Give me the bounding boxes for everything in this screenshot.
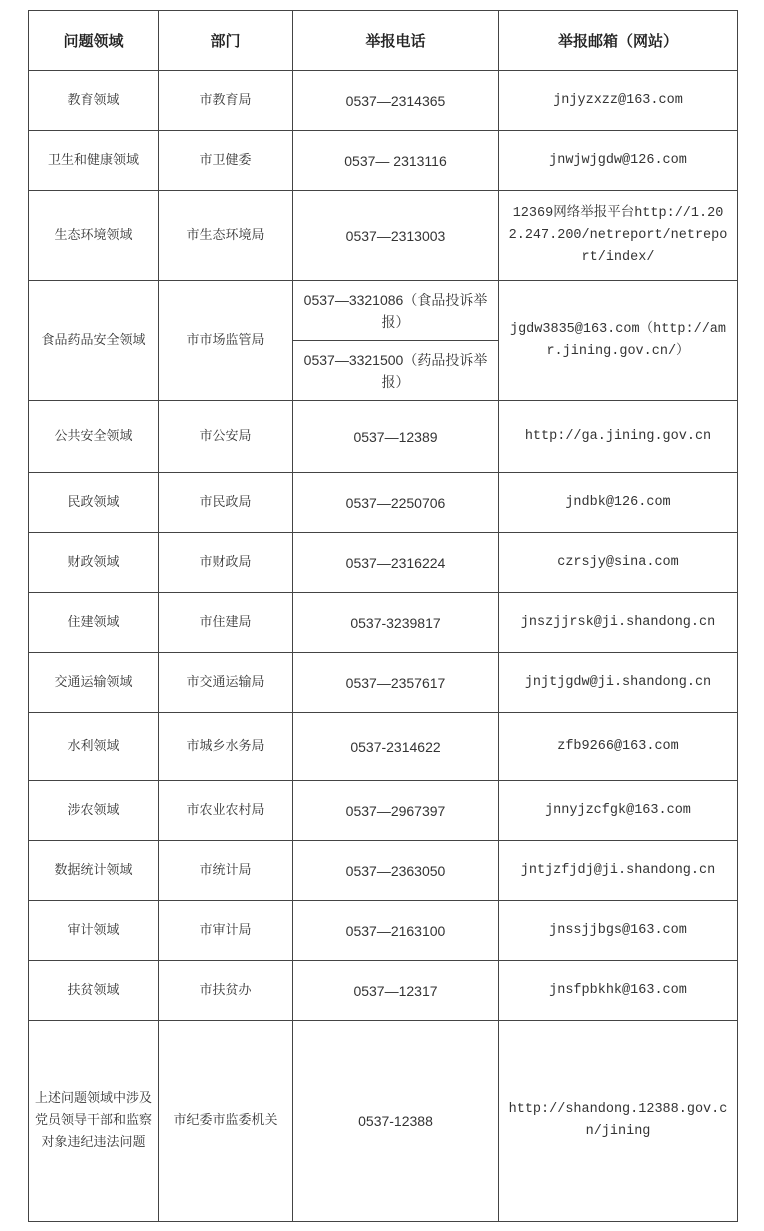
area-cell: 卫生和健康领域 <box>29 131 159 191</box>
department-cell: 市农业农村局 <box>159 781 293 841</box>
department-cell: 市交通运输局 <box>159 653 293 713</box>
department-cell: 市公安局 <box>159 401 293 473</box>
area-cell: 数据统计领域 <box>29 841 159 901</box>
table-header-row <box>29 11 738 71</box>
phone-cell-food: 0537—3321086（食品投诉举报） <box>293 281 499 341</box>
phone-cell: 0537—2250706 <box>293 473 499 533</box>
header-phone: 举报电话 <box>293 11 499 71</box>
email-cell[interactable]: czrsjy@sina.com <box>499 533 738 593</box>
phone-cell: 0537—12317 <box>293 961 499 1021</box>
phone-cell-drug: 0537—3321500（药品投诉举报） <box>293 341 499 401</box>
table-row <box>29 841 738 901</box>
report-contact-table <box>28 10 738 1222</box>
area-cell: 教育领域 <box>29 71 159 131</box>
department-cell: 市教育局 <box>159 71 293 131</box>
area-cell: 生态环境领域 <box>29 191 159 281</box>
department-cell: 市审计局 <box>159 901 293 961</box>
table-row <box>29 131 738 191</box>
header-area: 问题领域 <box>29 11 159 71</box>
table-row <box>29 533 738 593</box>
phone-cell: 0537—2967397 <box>293 781 499 841</box>
email-cell[interactable]: jnjyzxzz@163.com <box>499 71 738 131</box>
table-row <box>29 71 738 131</box>
table-row <box>29 473 738 533</box>
email-cell[interactable]: zfb9266@163.com <box>499 713 738 781</box>
area-cell: 涉农领域 <box>29 781 159 841</box>
website-cell[interactable]: http://shandong.12388.gov.cn/jining <box>499 1021 738 1222</box>
table-row <box>29 901 738 961</box>
email-cell[interactable]: jnnyjzcfgk@163.com <box>499 781 738 841</box>
header-email-website: 举报邮箱（网站） <box>499 11 738 71</box>
phone-cell: 0537—2316224 <box>293 533 499 593</box>
table-row <box>29 281 738 341</box>
area-cell: 公共安全领域 <box>29 401 159 473</box>
department-cell: 市财政局 <box>159 533 293 593</box>
phone-cell: 0537—12389 <box>293 401 499 473</box>
phone-cell: 0537—2363050 <box>293 841 499 901</box>
header-department: 部门 <box>159 11 293 71</box>
department-cell: 市民政局 <box>159 473 293 533</box>
email-cell[interactable]: jntjzfjdj@ji.shandong.cn <box>499 841 738 901</box>
phone-cell: 0537— 2313116 <box>293 131 499 191</box>
department-cell: 市卫健委 <box>159 131 293 191</box>
area-cell: 民政领域 <box>29 473 159 533</box>
table-row <box>29 593 738 653</box>
table-row <box>29 1021 738 1222</box>
email-cell[interactable]: jnjtjgdw@ji.shandong.cn <box>499 653 738 713</box>
table-row <box>29 401 738 473</box>
area-cell: 食品药品安全领域 <box>29 281 159 401</box>
area-cell: 上述问题领域中涉及党员领导干部和监察对象违纪违法问题 <box>29 1021 159 1222</box>
phone-cell: 0537-3239817 <box>293 593 499 653</box>
department-cell: 市市场监管局 <box>159 281 293 401</box>
email-cell[interactable]: jnsfpbkhk@163.com <box>499 961 738 1021</box>
phone-cell: 0537-2314622 <box>293 713 499 781</box>
area-cell: 审计领域 <box>29 901 159 961</box>
department-cell: 市扶贫办 <box>159 961 293 1021</box>
department-cell: 市城乡水务局 <box>159 713 293 781</box>
area-cell: 水利领域 <box>29 713 159 781</box>
department-cell: 市统计局 <box>159 841 293 901</box>
area-cell: 交通运输领域 <box>29 653 159 713</box>
website-cell[interactable]: 12369网络举报平台http://1.202.247.200/netreport/netreport/index/ <box>499 191 738 281</box>
email-cell[interactable]: jnszjjrsk@ji.shandong.cn <box>499 593 738 653</box>
table-row <box>29 713 738 781</box>
report-table-container <box>28 10 738 1222</box>
email-website-cell[interactable]: jgdw3835@163.com（http://amr.jining.gov.cn/） <box>499 281 738 401</box>
table-row <box>29 191 738 281</box>
phone-cell: 0537—2163100 <box>293 901 499 961</box>
department-cell: 市住建局 <box>159 593 293 653</box>
website-cell[interactable]: http://ga.jining.gov.cn <box>499 401 738 473</box>
department-cell: 市纪委市监委机关 <box>159 1021 293 1222</box>
email-cell[interactable]: jnwjwjgdw@126.com <box>499 131 738 191</box>
department-cell: 市生态环境局 <box>159 191 293 281</box>
table-row <box>29 961 738 1021</box>
table-row <box>29 781 738 841</box>
phone-cell: 0537-12388 <box>293 1021 499 1222</box>
phone-cell: 0537—2314365 <box>293 71 499 131</box>
area-cell: 住建领域 <box>29 593 159 653</box>
table-row <box>29 653 738 713</box>
area-cell: 财政领域 <box>29 533 159 593</box>
area-cell: 扶贫领域 <box>29 961 159 1021</box>
email-cell[interactable]: jnssjjbgs@163.com <box>499 901 738 961</box>
phone-cell: 0537—2313003 <box>293 191 499 281</box>
phone-cell: 0537—2357617 <box>293 653 499 713</box>
email-cell[interactable]: jndbk@126.com <box>499 473 738 533</box>
